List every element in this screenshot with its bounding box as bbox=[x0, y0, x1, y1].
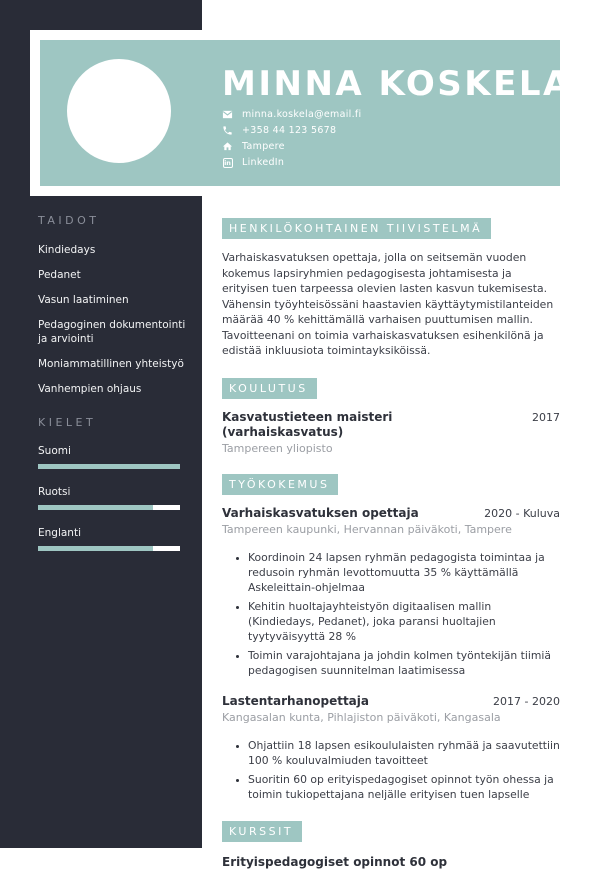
profile-photo-placeholder bbox=[67, 59, 171, 163]
job-date: 2020 - Kuluva bbox=[484, 506, 560, 520]
contact-row-email bbox=[222, 108, 361, 121]
language-item bbox=[38, 445, 188, 469]
job-bullet: • Kehitin huoltajayhteistyön digitaalisen mallin (Kindiedays, Pedanet), joka paransi huoltajien tyytyväisyyttä 28 % bbox=[248, 599, 560, 644]
skill-item: Kindiedays bbox=[38, 244, 96, 256]
skills-list bbox=[38, 243, 188, 396]
linkedin-icon: in bbox=[224, 158, 231, 167]
job-date: 2017 - 2020 bbox=[493, 694, 560, 708]
job-bullet: • Koordinoin 24 lapsen ryhmän pedagogista toimintaa ja redusoin ryhmän levottomuutta 35 % käyttämällä Askeleittain-ohjelmaa bbox=[248, 550, 560, 595]
skill-item: Pedagoginen dokumentointi ja arviointi bbox=[38, 319, 186, 345]
language-level-bar bbox=[38, 505, 180, 510]
main-column bbox=[222, 217, 560, 869]
contact-email: minna.koskela@email.fi bbox=[242, 109, 362, 120]
language-item bbox=[38, 486, 188, 510]
job-bullet-list bbox=[222, 550, 560, 678]
education-date: 2017 bbox=[532, 410, 560, 424]
job-bullet: • Suoritin 60 op erityispedagogiset opinnot työn ohessa ja toimin tukiopettajana neljälle erityisen tuen lapselle bbox=[248, 772, 560, 802]
school-name: Tampereen yliopisto bbox=[222, 441, 333, 455]
education-section-title: KOULUTUS bbox=[222, 378, 317, 399]
job-bullet: • Toimin varajohtajana ja johdin kolmen työntekijän tiimiä pedagogisen suunnitelman laatimisessa bbox=[248, 648, 560, 678]
header-band bbox=[30, 30, 570, 196]
education-section bbox=[222, 377, 560, 455]
skill-item: Moniammatillinen yhteistyö bbox=[38, 358, 184, 370]
courses-section bbox=[222, 820, 560, 869]
home-icon bbox=[222, 141, 233, 152]
education-entry bbox=[222, 410, 560, 455]
summary-text: Varhaiskasvatuksen opettaja, jolla on seitsemän vuoden kokemus lapsiryhmien pedagogisesta johtamisesta ja erityisen tuen tarpeessa olevien lasten kasvun tukemisesta. Vähensin työyhteisössäni haastavien käyttäytymistilanteiden määrää 40 % kehittämällä varhaisen puuttumisen mallin. Tavoitteenani on toimia varhaiskasvatuksen esihenkilönä ja edistää inkluusiota toimintayksiköissä. bbox=[222, 251, 554, 357]
phone-icon bbox=[222, 125, 233, 136]
job-bullet-list bbox=[222, 738, 560, 802]
contact-row-location bbox=[222, 140, 361, 153]
person-name: MINNA KOSKELA bbox=[222, 64, 572, 104]
course-item: Erityispedagogiset opinnot 60 op bbox=[222, 854, 448, 869]
skill-item: Vasun laatiminen bbox=[38, 294, 129, 306]
degree-title: Kasvatustieteen maisteri (varhaiskasvatus) bbox=[222, 409, 393, 439]
contact-phone: +358 44 123 5678 bbox=[242, 125, 337, 136]
courses-section-title: KURSSIT bbox=[222, 821, 302, 842]
job-title: Lastentarhanopettaja bbox=[222, 693, 369, 708]
job-title: Varhaiskasvatuksen opettaja bbox=[222, 505, 419, 520]
language-item bbox=[38, 527, 188, 551]
job-entry bbox=[222, 506, 560, 678]
experience-section bbox=[222, 473, 560, 802]
job-organization: Kangasalan kunta, Pihlajiston päiväkoti, Kangasala bbox=[222, 710, 501, 724]
language-name: Englanti bbox=[38, 527, 81, 539]
language-name: Suomi bbox=[38, 445, 71, 457]
summary-section-title: HENKILÖKOHTAINEN TIIVISTELMÄ bbox=[222, 218, 491, 239]
skill-item: Vanhempien ohjaus bbox=[38, 383, 142, 395]
language-name: Ruotsi bbox=[38, 486, 71, 498]
contact-list bbox=[222, 108, 361, 169]
experience-section-title: TYÖKOKEMUS bbox=[222, 474, 338, 495]
skills-section-title: TAIDOT bbox=[38, 214, 100, 227]
languages-section-title: KIELET bbox=[38, 416, 97, 429]
language-level-bar bbox=[38, 464, 180, 469]
job-bullet: • Ohjattiin 18 lapsen esikoululaisten ryhmää ja saavutettiin 100 % kouluvalmiuden tavoitteet bbox=[248, 738, 560, 768]
contact-row-linkedin bbox=[222, 156, 361, 169]
contact-location: Tampere bbox=[242, 141, 285, 152]
skill-item: Pedanet bbox=[38, 269, 81, 281]
job-entry bbox=[222, 694, 560, 802]
contact-row-phone bbox=[222, 124, 361, 137]
job-organization: Tampereen kaupunki, Hervannan päiväkoti, Tampere bbox=[222, 522, 512, 536]
language-level-bar bbox=[38, 546, 180, 551]
contact-linkedin[interactable]: LinkedIn bbox=[242, 157, 285, 168]
email-icon bbox=[222, 109, 233, 120]
